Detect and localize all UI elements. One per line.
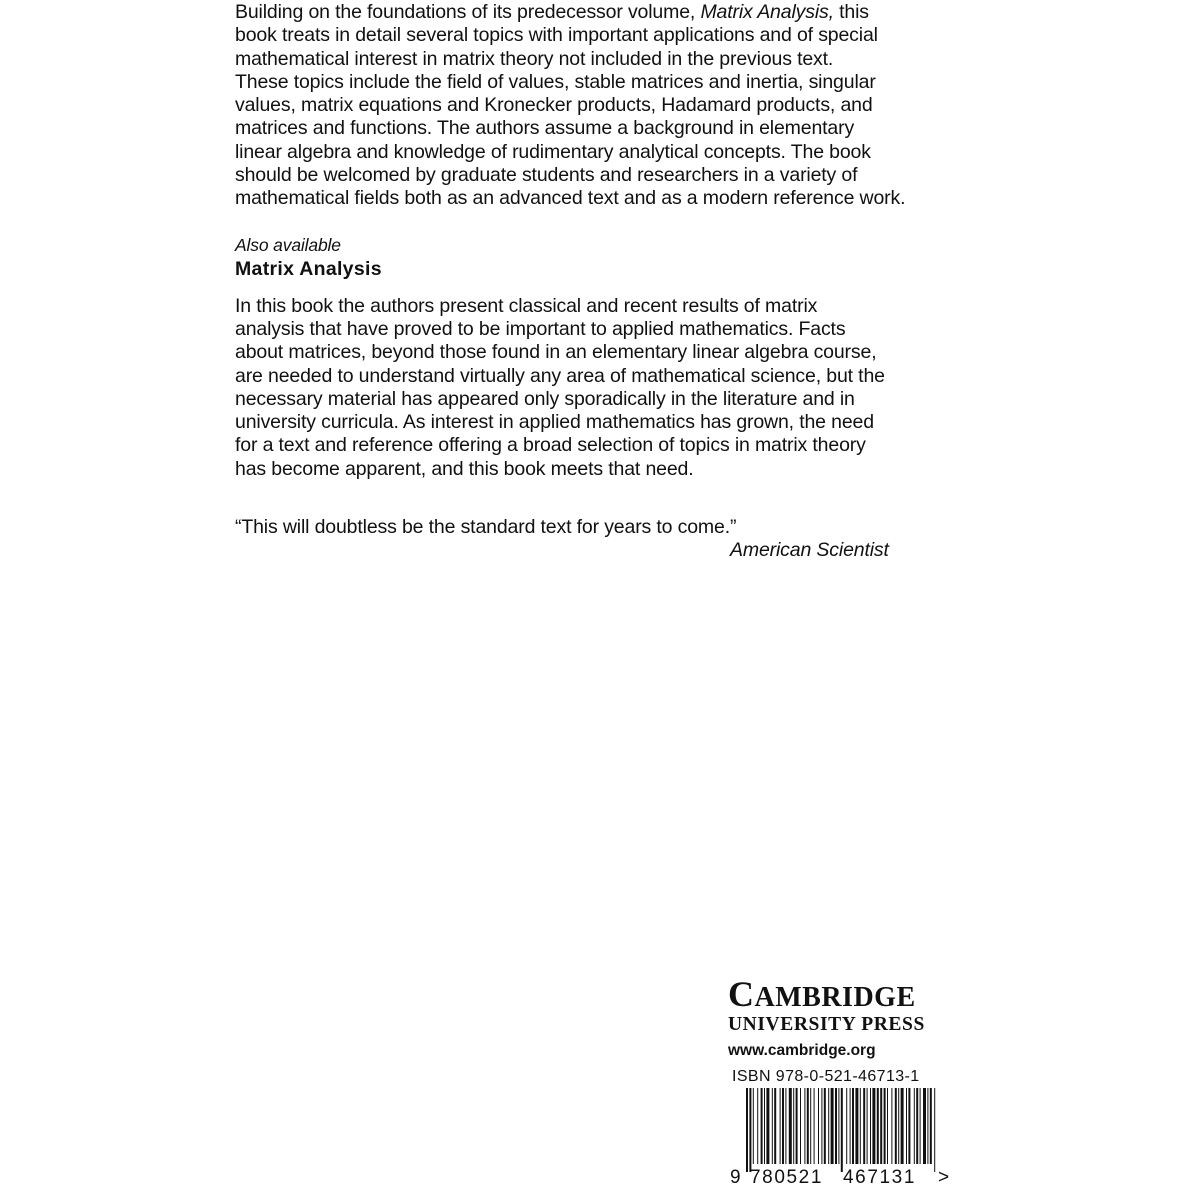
barcode-bar <box>793 1088 794 1164</box>
barcode-digits-left: 780521 <box>750 1167 824 1185</box>
description-line: book treats in detail several topics with important applications and of special <box>235 24 878 47</box>
barcode-bar <box>749 1088 751 1172</box>
barcode-bar <box>872 1088 875 1164</box>
barcode-bar <box>898 1088 899 1164</box>
also-available-label: Also available <box>235 234 341 255</box>
barcode-bar <box>818 1088 819 1164</box>
barcode-bar <box>895 1088 897 1164</box>
barcode-bar <box>841 1088 843 1172</box>
publisher-url: www.cambridge.org <box>728 1042 876 1059</box>
barcode-bar <box>906 1088 907 1164</box>
barcode-bar <box>870 1088 871 1164</box>
barcode-bar <box>846 1088 847 1164</box>
barcode-bar <box>753 1088 754 1164</box>
description-line: should be welcomed by graduate students and researchers in a variety of <box>235 164 858 187</box>
barcode-bar <box>789 1088 792 1164</box>
companion-line: university curricula. As interest in applied mathematics has grown, the need <box>235 411 874 434</box>
description-line: These topics include the field of values, stable matrices and inertia, singular <box>235 70 876 93</box>
barcode-bar <box>764 1088 765 1164</box>
barcode-bar <box>927 1088 928 1164</box>
barcode-bar <box>852 1088 854 1164</box>
barcode-bar <box>800 1088 801 1164</box>
barcode-bar <box>796 1088 798 1164</box>
barcode-bar <box>877 1088 879 1164</box>
barcode-bar <box>804 1088 805 1164</box>
barcode-bar <box>863 1088 865 1164</box>
companion-line: analysis that have proved to be important to applied mathematics. Facts <box>235 317 846 340</box>
barcode-bar <box>914 1088 915 1164</box>
barcode-bar <box>884 1088 886 1164</box>
companion-line: necessary material has appeared only sporadically in the literature and in <box>235 387 855 410</box>
barcode-bar <box>908 1088 910 1164</box>
description-line: matrices and functions. The authors assume a background in elementary <box>235 117 855 140</box>
description-paragraph <box>235 1 950 211</box>
barcode-bar <box>880 1088 882 1164</box>
barcode-bar <box>850 1088 851 1164</box>
companion-line: has become apparent, and this book meets that need. <box>235 457 694 480</box>
description-line: linear algebra and knowledge of rudimentary analytical concepts. The book <box>235 140 871 163</box>
barcode-bar <box>761 1088 763 1164</box>
barcode-bar <box>867 1088 868 1164</box>
barcode-bars <box>746 1088 935 1172</box>
companion-book-title: Matrix Analysis <box>235 257 382 280</box>
barcode-bar <box>860 1088 861 1164</box>
barcode-bar <box>855 1088 858 1164</box>
companion-line: about matrices, beyond those found in an elementary linear algebra course, <box>235 341 877 364</box>
review-quote: “This will doubtless be the standard text for years to come.” <box>235 516 737 539</box>
barcode-bar <box>920 1088 921 1164</box>
barcode-bar <box>757 1088 758 1164</box>
barcode-end-mark: > <box>938 1167 950 1185</box>
publisher-subtitle: UNIVERSITY PRESS <box>728 1014 925 1035</box>
barcode-bar <box>746 1088 748 1172</box>
barcode-bar <box>772 1088 773 1164</box>
barcode-bar <box>774 1088 776 1164</box>
companion-line: for a text and reference offering a broad selection of topics in matrix theory <box>235 434 866 457</box>
barcode-bar <box>934 1088 935 1172</box>
isbn-label: ISBN 978-0-521-46713-1 <box>732 1068 920 1085</box>
barcode-bar <box>785 1088 786 1164</box>
predecessor-title: Matrix Analysis, <box>700 1 834 23</box>
companion-description <box>235 295 950 481</box>
review-source: American Scientist <box>730 539 889 562</box>
barcode-bar <box>782 1088 784 1164</box>
publisher-name: CAMBRIDGE <box>728 974 916 1014</box>
barcode-bar <box>916 1088 918 1164</box>
isbn-barcode <box>728 1068 963 1185</box>
barcode-bar <box>901 1088 904 1164</box>
barcode-bar <box>810 1088 811 1164</box>
barcode-bar <box>930 1088 932 1164</box>
barcode-graphic <box>728 1088 963 1185</box>
barcode-digit-first: 9 <box>730 1167 741 1185</box>
barcode-bar <box>780 1088 781 1164</box>
back-cover-text <box>235 0 950 563</box>
barcode-bar <box>814 1088 815 1164</box>
description-line: values, matrix equations and Kronecker products, Hadamard products, and <box>235 94 873 117</box>
barcode-bar <box>835 1088 837 1164</box>
barcode-bar <box>891 1088 892 1164</box>
companion-line: In this book the authors present classical and recent results of matrix <box>235 294 818 317</box>
barcode-bar <box>807 1088 809 1164</box>
barcode-bar <box>838 1088 839 1164</box>
barcode-bar <box>831 1088 834 1164</box>
barcode-bar <box>766 1088 769 1164</box>
barcode-bar <box>887 1088 888 1164</box>
barcode-bar <box>923 1088 926 1164</box>
description-line: mathematical fields both as an advanced text and as a modern reference work. <box>235 187 906 210</box>
barcode-bar <box>824 1088 826 1164</box>
publisher-logo <box>728 974 963 1062</box>
barcode-digits-right: 467131 <box>843 1167 917 1185</box>
description-line: mathematical interest in matrix theory not included in the previous text. <box>235 47 834 70</box>
barcode-bar <box>828 1088 829 1164</box>
description-line-1: Building on the foundations of its predecessor volume, Matrix Analysis, this <box>235 1 869 23</box>
companion-line: are needed to understand virtually any area of mathematical science, but the <box>235 364 885 387</box>
barcode-bar <box>821 1088 822 1164</box>
